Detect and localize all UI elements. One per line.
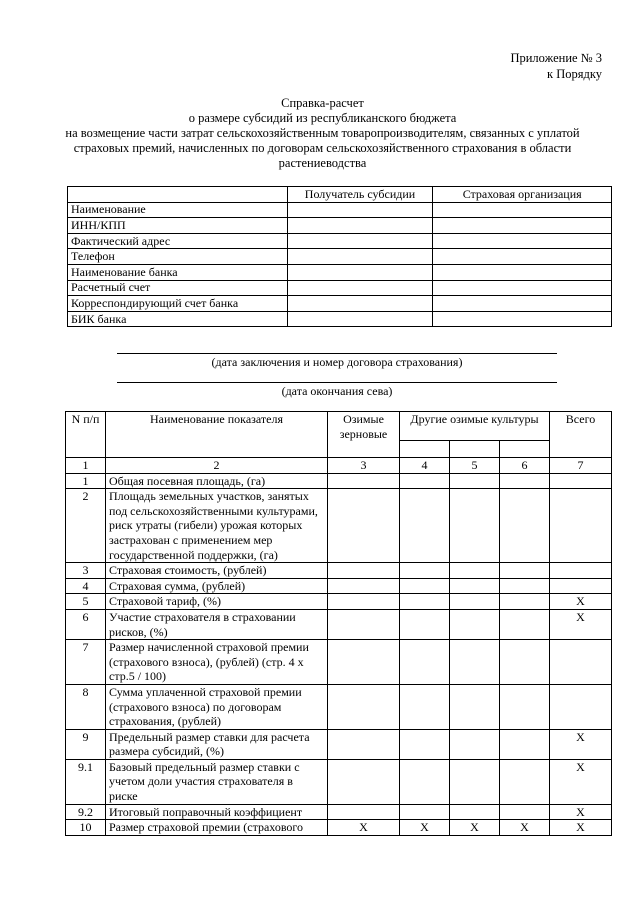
info-label: Расчетный счет: [68, 280, 288, 296]
row-number: 4: [66, 578, 106, 594]
row-number: 5: [66, 594, 106, 610]
value-cell[interactable]: [550, 640, 612, 685]
row-number: 1: [66, 473, 106, 489]
value-cell[interactable]: [500, 729, 550, 759]
col-number: 7: [550, 458, 612, 474]
info-cell[interactable]: [287, 264, 433, 280]
info-row: [68, 202, 612, 218]
value-cell[interactable]: [450, 489, 500, 563]
value-cell[interactable]: [550, 489, 612, 563]
info-row: [68, 280, 612, 296]
value-cell[interactable]: [500, 684, 550, 729]
value-cell[interactable]: [328, 684, 400, 729]
info-cell[interactable]: [287, 249, 433, 265]
info-cell[interactable]: [433, 249, 612, 265]
info-cell[interactable]: [433, 202, 612, 218]
info-cell[interactable]: [433, 296, 612, 312]
value-cell[interactable]: [550, 684, 612, 729]
value-cell[interactable]: [328, 759, 400, 804]
value-cell[interactable]: [400, 609, 450, 639]
value-cell[interactable]: [328, 729, 400, 759]
info-label: Корреспондирующий счет банка: [68, 296, 288, 312]
info-label: Фактический адрес: [68, 233, 288, 249]
info-row: [68, 264, 612, 280]
row-name: Участие страхователя в страховании рисков, (%): [106, 609, 328, 639]
cross-mark: X: [400, 820, 450, 836]
row-name: Страховая сумма, (рублей): [106, 578, 328, 594]
cross-mark: X: [500, 820, 550, 836]
calc-table: [65, 411, 612, 836]
calc-row: [66, 804, 612, 820]
info-label: Наименование: [68, 202, 288, 218]
appendix-number: Приложение № 3: [510, 51, 602, 65]
row-name: Итоговый поправочный коэффициент: [106, 804, 328, 820]
value-cell[interactable]: [328, 609, 400, 639]
row-number: 9.2: [66, 804, 106, 820]
calc-row: [66, 759, 612, 804]
value-cell[interactable]: [400, 729, 450, 759]
calc-row: [66, 684, 612, 729]
header-other-crops: Другие озимые культуры: [400, 412, 550, 441]
row-name: Размер начисленной страховой премии (страхового взноса), (рублей) (стр. 4 x стр.5 / 100): [106, 640, 328, 685]
info-cell[interactable]: [287, 202, 433, 218]
cross-mark: X: [450, 820, 500, 836]
appendix-note: [510, 50, 602, 82]
row-name: Страховой тариф, (%): [106, 594, 328, 610]
info-cell[interactable]: [287, 280, 433, 296]
cross-mark: X: [550, 609, 612, 639]
cross-mark: X: [550, 804, 612, 820]
col-number: 4: [400, 458, 450, 474]
sowing-line[interactable]: [117, 382, 557, 383]
info-table-header: [68, 187, 612, 203]
calc-row: [66, 820, 612, 836]
value-cell[interactable]: [450, 594, 500, 610]
value-cell[interactable]: [400, 578, 450, 594]
info-cell[interactable]: [287, 296, 433, 312]
value-cell[interactable]: [328, 640, 400, 685]
value-cell[interactable]: [550, 563, 612, 579]
column-numbers-row: [66, 458, 612, 474]
value-cell[interactable]: [400, 684, 450, 729]
value-cell[interactable]: [550, 578, 612, 594]
value-cell[interactable]: [328, 489, 400, 563]
value-cell[interactable]: [328, 804, 400, 820]
value-cell[interactable]: [500, 594, 550, 610]
value-cell[interactable]: [328, 578, 400, 594]
info-row: [68, 218, 612, 234]
info-label: Наименование банка: [68, 264, 288, 280]
value-cell[interactable]: [450, 609, 500, 639]
info-table: [67, 186, 612, 327]
appendix-reference: к Порядку: [547, 67, 602, 81]
info-cell[interactable]: [287, 218, 433, 234]
info-cell[interactable]: [433, 233, 612, 249]
value-cell[interactable]: [500, 609, 550, 639]
row-name: Базовый предельный размер ставки с учетом доли участия страхователя в риске: [106, 759, 328, 804]
col-number: 5: [450, 458, 500, 474]
row-name: Предельный размер ставки для расчета размера субсидий, (%): [106, 729, 328, 759]
row-name: Размер страховой премии (страхового: [106, 820, 328, 836]
row-number: 9.1: [66, 759, 106, 804]
row-number: 10: [66, 820, 106, 836]
value-cell[interactable]: [328, 473, 400, 489]
value-cell[interactable]: [450, 563, 500, 579]
header-winter-grain: Озимые зерновые: [328, 412, 400, 458]
value-cell[interactable]: [450, 578, 500, 594]
cross-mark: X: [550, 729, 612, 759]
value-cell[interactable]: [400, 759, 450, 804]
title-line-5: растениеводства: [278, 156, 367, 170]
value-cell[interactable]: [400, 563, 450, 579]
row-number: 3: [66, 563, 106, 579]
value-cell[interactable]: [450, 640, 500, 685]
row-number: 9: [66, 729, 106, 759]
value-cell[interactable]: [500, 578, 550, 594]
info-cell[interactable]: [287, 311, 433, 327]
title-line-3: на возмещение части затрат сельскохозяйственным товаропроизводителям, связанных с уплатой: [65, 126, 580, 140]
document-title: [40, 96, 605, 171]
calc-row: [66, 594, 612, 610]
calc-row: [66, 489, 612, 563]
value-cell[interactable]: [500, 563, 550, 579]
header-total: Всего: [550, 412, 612, 458]
row-number: 6: [66, 609, 106, 639]
row-name: Страховая стоимость, (рублей): [106, 563, 328, 579]
cross-mark: X: [550, 759, 612, 804]
title-line-2: о размере субсидий из республиканского бюджета: [188, 111, 457, 125]
value-cell[interactable]: [400, 804, 450, 820]
info-row: [68, 233, 612, 249]
info-cell[interactable]: [433, 218, 612, 234]
value-cell[interactable]: [500, 759, 550, 804]
value-cell[interactable]: [550, 473, 612, 489]
info-label: БИК банка: [68, 311, 288, 327]
info-row: [68, 296, 612, 312]
calc-header-top: [66, 412, 612, 441]
header-num: N п/п: [66, 412, 106, 458]
title-line-4: страховых премий, начисленных по договорам сельскохозяйственного страхования в области: [73, 141, 572, 155]
value-cell[interactable]: [400, 640, 450, 685]
info-label: Телефон: [68, 249, 288, 265]
info-row: [68, 311, 612, 327]
calc-row: [66, 578, 612, 594]
info-label: ИНН/КПП: [68, 218, 288, 234]
info-cell[interactable]: [287, 233, 433, 249]
cross-mark: X: [328, 820, 400, 836]
row-name: Площадь земельных участков, занятых под сельскохозяйственными культурами, риск утраты (гибели) урожая которых застрахован с применением мер государственной поддержки, (га): [106, 489, 328, 563]
value-cell[interactable]: [400, 594, 450, 610]
calc-row: [66, 609, 612, 639]
col-insurer: Страховая организация: [433, 187, 612, 203]
row-number: 8: [66, 684, 106, 729]
value-cell[interactable]: [500, 640, 550, 685]
col-number: 6: [500, 458, 550, 474]
value-cell[interactable]: [500, 473, 550, 489]
value-cell[interactable]: [450, 684, 500, 729]
contract-line[interactable]: [117, 353, 557, 354]
value-cell[interactable]: [450, 473, 500, 489]
info-row: [68, 249, 612, 265]
value-cell[interactable]: [400, 473, 450, 489]
value-cell[interactable]: [500, 804, 550, 820]
value-cell[interactable]: [450, 759, 500, 804]
value-cell[interactable]: [500, 489, 550, 563]
row-name: Общая посевная площадь, (га): [106, 473, 328, 489]
calc-row: [66, 729, 612, 759]
contract-caption: (дата заключения и номер договора страхования): [211, 355, 463, 369]
header-name: Наименование показателя: [106, 412, 328, 458]
col-recipient: Получатель субсидии: [287, 187, 433, 203]
info-cell[interactable]: [433, 311, 612, 327]
row-name: Сумма уплаченной страховой премии (страхового взноса) по договорам страхования, (рублей): [106, 684, 328, 729]
title-line-1: Справка-расчет: [281, 96, 364, 110]
info-cell[interactable]: [433, 264, 612, 280]
calc-row: [66, 640, 612, 685]
value-cell[interactable]: [450, 729, 500, 759]
info-cell[interactable]: [433, 280, 612, 296]
calc-row: [66, 473, 612, 489]
sowing-caption: (дата окончания сева): [281, 384, 393, 398]
calc-row: [66, 563, 612, 579]
cross-mark: X: [550, 820, 612, 836]
value-cell[interactable]: [328, 563, 400, 579]
col-number: 2: [106, 458, 328, 474]
col-number: 1: [66, 458, 106, 474]
value-cell[interactable]: [400, 489, 450, 563]
row-number: 2: [66, 489, 106, 563]
col-number: 3: [328, 458, 400, 474]
row-number: 7: [66, 640, 106, 685]
cross-mark: X: [550, 594, 612, 610]
value-cell[interactable]: [450, 804, 500, 820]
value-cell[interactable]: [328, 594, 400, 610]
